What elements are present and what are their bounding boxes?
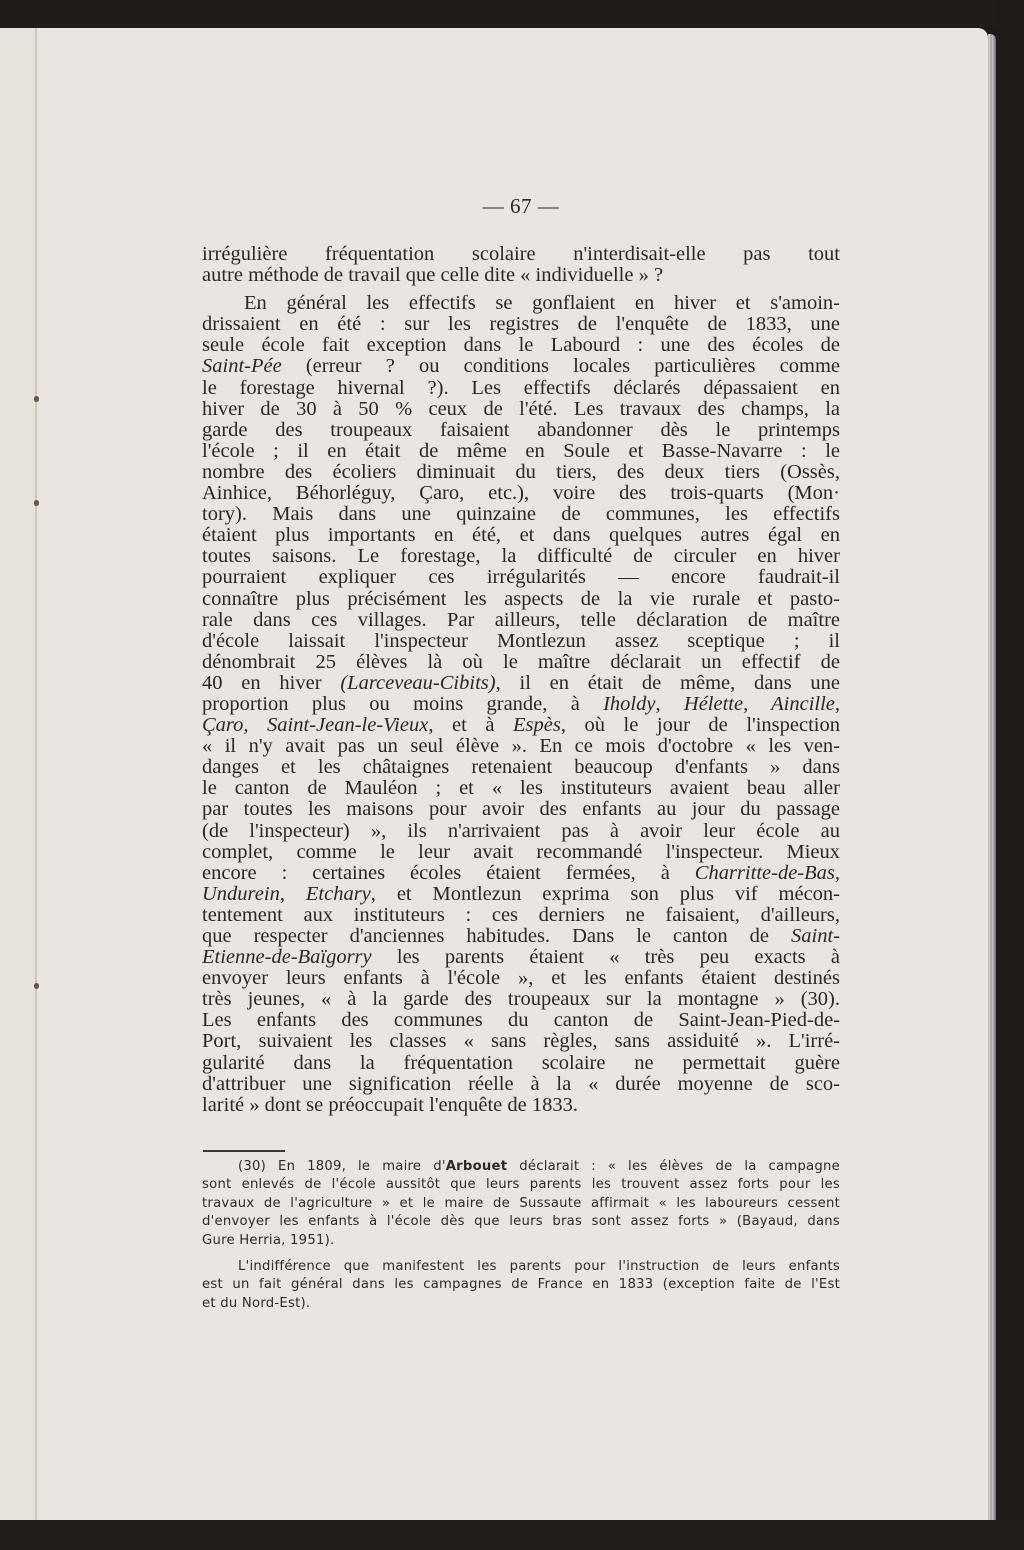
text-line	[202, 335, 840, 356]
text-line	[202, 1010, 840, 1031]
scanner-background-top	[0, 0, 1024, 28]
italic-place-name: Charritte-de-Bas,	[694, 861, 840, 884]
text-run: ,	[279, 882, 306, 905]
text-run: « il n'y avait pas un seul élève ». En ce mois d'octobre « les ven-	[202, 735, 840, 758]
text-run: L'indifférence que manifestent les parents pour l'instruction de leurs enfants	[238, 1258, 840, 1274]
text-run: les parents étaient « très peu exacts à	[371, 946, 840, 969]
text-line	[202, 1158, 840, 1176]
body-paragraph	[202, 293, 840, 1116]
italic-place-name: Etchary	[305, 882, 371, 905]
italic-place-name: Saint-Pée	[202, 355, 282, 378]
text-run: , et à	[428, 714, 513, 737]
staple-mark	[34, 983, 39, 989]
body-paragraph	[202, 244, 840, 286]
italic-place-name: Iholdy	[603, 692, 656, 715]
text-line	[202, 1031, 840, 1052]
text-run: Ainhice, Béhorléguy, Çaro, etc.), voire des trois-quarts (Mon·	[202, 482, 840, 505]
text-run: ,	[655, 692, 684, 715]
text-run: par toutes les maisons pour avoir des enfants au jour du passage	[202, 798, 840, 821]
text-run: le canton de Mauléon ; et « les instituteurs avaient beau aller	[202, 777, 840, 800]
italic-place-name: Etienne-de-Baïgorry	[202, 946, 372, 969]
text-line	[202, 356, 840, 377]
text-run: d'attribuer une signification réelle à la « durée moyenne de sco-	[202, 1072, 840, 1095]
text-line	[202, 1176, 840, 1194]
text-run: autre méthode de travail que celle dite « individuelle » ?	[202, 264, 664, 287]
text-line	[202, 589, 840, 610]
text-run: tory). Mais dans une quinzaine de communes, les effectifs	[202, 503, 840, 526]
text-run: l'école ; il en était de même en Soule et Basse-Navarre : le	[202, 439, 840, 462]
text-run: envoyer leurs enfants à l'école », et les enfants étaient destinés	[202, 967, 840, 990]
paragraph-gap	[202, 1250, 840, 1258]
footnote-paragraph	[202, 1258, 840, 1313]
text-run: , où le jour de l'inspection	[560, 714, 840, 737]
italic-place-name: (Larceveau-Cibits)	[340, 671, 496, 694]
text-run: , il en était de même, dans une	[495, 671, 840, 694]
bold-place-name: Arbouet	[445, 1159, 508, 1174]
text-line	[202, 905, 840, 926]
text-line	[202, 504, 840, 525]
text-line	[202, 926, 840, 947]
text-run: étaient plus importants en été, et dans quelques autres égal en	[202, 524, 840, 547]
text-run: (30) En 1809, le maire d'	[238, 1159, 446, 1174]
text-line	[202, 420, 840, 441]
text-run: d'envoyer les enfants à l'école dès que leurs bras sont assez forts » (Bayaud, dans	[202, 1214, 840, 1230]
text-run: encore : certaines écoles étaient fermées, à	[202, 861, 695, 884]
scanner-background-bottom	[0, 1520, 1024, 1550]
text-run: rale dans ces villages. Par ailleurs, telle déclaration de maître	[202, 608, 840, 631]
text-run: hiver de 30 à 50 % ceux de l'été. Les travaux des champs, la	[202, 397, 840, 420]
text-line	[202, 293, 840, 314]
text-run: est un fait général dans les campagnes de France en 1833 (exception faite de l'Est	[202, 1277, 840, 1293]
text-run: le forestage hivernal ?). Les effectifs déclarés dépassaient en	[202, 376, 840, 399]
text-line	[202, 1195, 840, 1213]
text-line	[202, 265, 840, 286]
text-run: travaux de l'agriculture » et le maire de Sussaute affirmait « les laboureurs cessent	[202, 1195, 840, 1211]
footnote-separator-rule	[203, 1150, 285, 1152]
text-run: (de l'inspecteur) », ils n'arrivaient pas à avoir leur école au	[202, 819, 840, 842]
italic-place-name: Undurein	[202, 882, 280, 905]
text-run: proportion plus ou moins grande, à	[202, 692, 604, 715]
text-run: d'école laissait l'inspecteur Montlezun assez sceptique ; il	[202, 629, 840, 652]
text-run: dénombrait 25 élèves là où le maître déclarait un effectif de	[202, 650, 840, 673]
text-line	[202, 1232, 840, 1250]
text-line	[202, 567, 840, 588]
text-line	[202, 947, 840, 968]
text-line	[202, 884, 840, 905]
staple-mark	[34, 396, 39, 402]
text-line	[202, 757, 840, 778]
text-run: larité » dont se préoccupait l'enquête de 1833.	[202, 1093, 578, 1116]
text-line	[202, 314, 840, 335]
italic-place-name: Saint-	[791, 925, 840, 947]
footnotes	[202, 1158, 840, 1313]
text-line	[202, 821, 840, 842]
italic-place-name: Espès	[512, 714, 561, 737]
text-line	[202, 863, 840, 884]
text-run: tentement aux instituteurs : ces derniers ne faisaient, d'ailleurs,	[202, 903, 840, 926]
text-line	[202, 799, 840, 820]
text-run: sont enlevés de l'école aussitôt que leurs parents les trouvent assez forts pour les	[202, 1177, 840, 1193]
text-run: irrégulière fréquentation scolaire n'interdisait-elle pas tout	[202, 243, 840, 265]
text-line	[202, 399, 840, 420]
text-line	[202, 715, 840, 736]
text-run: gularité dans la fréquentation scolaire ne permettait guère	[202, 1051, 840, 1074]
text-line	[202, 441, 840, 462]
text-line	[202, 1258, 840, 1276]
text-run: , et Montlezun exprima son plus vif mécon-	[370, 882, 841, 905]
text-line	[202, 778, 840, 799]
text-run: très jeunes, « à la garde des troupeaux sur la montagne » (30).	[202, 988, 840, 1011]
text-run: déclarait : « les élèves de la campagne	[507, 1159, 840, 1174]
text-run: 40 en hiver	[202, 671, 341, 694]
text-run: En général les effectifs se gonflaient en hiver et s'amoin-	[244, 292, 840, 315]
italic-place-name: Hélette, Aincille,	[683, 692, 841, 715]
text-line	[202, 378, 840, 399]
text-run: Port, suivaient les classes « sans règles, sans assiduité ». L'irré-	[202, 1030, 840, 1053]
scanner-background-right	[996, 0, 1024, 1550]
text-run: danges et les châtaignes retenaient beaucoup d'enfants » dans	[202, 756, 840, 779]
text-line	[202, 736, 840, 757]
text-line	[202, 1074, 840, 1095]
page-number: — 67 —	[482, 194, 560, 218]
text-run: nombre des écoliers diminuait du tiers, des deux tiers (Ossès,	[202, 460, 840, 483]
text-line	[202, 694, 840, 715]
text-line	[202, 842, 840, 863]
text-run: pourraient expliquer ces irrégularités — encore faudrait-il	[202, 566, 840, 589]
text-line	[202, 483, 840, 504]
text-run: drissaient en été : sur les registres de l'enquête de 1833, une	[202, 313, 840, 336]
italic-place-name: Çaro, Saint-Jean-le-Vieux	[202, 714, 429, 737]
text-line	[202, 968, 840, 989]
text-line	[202, 1213, 840, 1231]
text-line	[202, 525, 840, 546]
text-run: connaître plus précisément les aspects de la vie rurale et pasto-	[202, 587, 840, 610]
text-line	[202, 1295, 840, 1313]
text-line	[202, 610, 840, 631]
text-run: complet, comme le leur avait recommandé l'inspecteur. Mieux	[202, 840, 840, 863]
text-run: que respecter d'anciennes habitudes. Dans le canton de	[202, 925, 792, 947]
body-text	[202, 244, 840, 1116]
text-run: Gure Herria, 1951).	[202, 1232, 335, 1248]
text-line	[202, 989, 840, 1010]
footnote-paragraph	[202, 1158, 840, 1250]
staple-mark	[34, 500, 39, 506]
text-line	[202, 1053, 840, 1074]
binding-gutter	[35, 28, 37, 1520]
text-line	[202, 652, 840, 673]
text-line	[202, 631, 840, 652]
text-line	[202, 1276, 840, 1294]
text-run: seule école fait exception dans le Labourd : une des écoles de	[202, 334, 840, 357]
text-run: et du Nord-Est).	[202, 1295, 311, 1311]
page-stack-edge	[988, 34, 996, 1522]
text-line	[202, 244, 840, 265]
text-line	[202, 673, 840, 694]
text-line	[202, 546, 840, 567]
text-run: (erreur ? ou conditions locales particulières comme	[281, 355, 840, 378]
text-run: toutes saisons. Le forestage, la difficulté de circuler en hiver	[202, 545, 840, 568]
facing-page-edge	[0, 28, 36, 1520]
text-run: garde des troupeaux faisaient abandonner dès le printemps	[202, 418, 840, 441]
text-run: Les enfants des communes du canton de Saint-Jean-Pied-de-	[202, 1009, 840, 1032]
text-line	[202, 1095, 840, 1116]
text-line	[202, 462, 840, 483]
